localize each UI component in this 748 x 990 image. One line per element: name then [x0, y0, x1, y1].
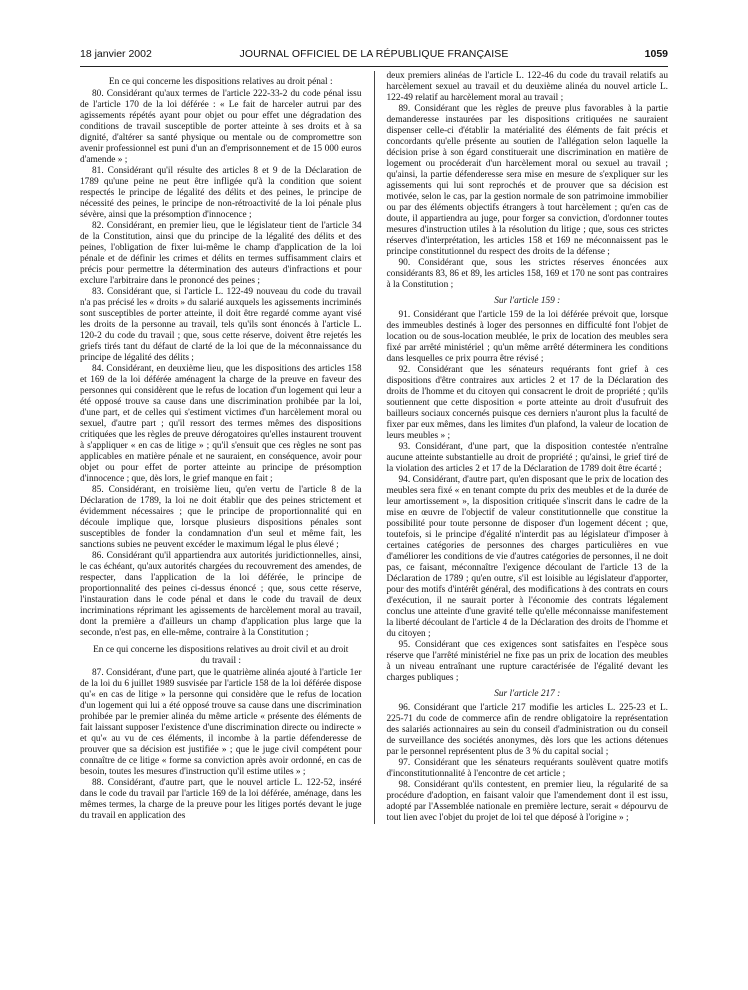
paragraph-98: 98. Considérant qu'ils contestent, en premier lieu, la régularité de sa procédure d'adoption, en faisant valoir que l'amendement dont il est issu, adopté par l'Assemblée nationale en première lecture, serait « dépourvu de tout lien avec l'objet du projet de loi tel que déposé à l'origine » ; [386, 780, 668, 823]
paragraph-88-continued: deux premiers alinéas de l'article L. 122-46 du code du travail relatifs au harcèlement sexuel au travail et du deuxième alinéa du nouvel article L. 122-49 relatif au harcèlement moral au travail ; [386, 71, 668, 103]
header-rule [80, 66, 668, 67]
journal-title: JOURNAL OFFICIEL DE LA RÉPUBLIQUE FRANÇAISE [239, 48, 509, 60]
paragraph-80: 80. Considérant qu'aux termes de l'article 222-33-2 du code pénal issu de l'article 170 de la loi déférée : « Le fait de harceler autrui par des agissements répétés ayant pour objet ou pour effet une dégradation des conditions de travail susceptible de porter atteinte à ses droits et à sa dignité, d'altérer sa santé physique ou mentale ou de compromettre son avenir professionnel est puni d'un an d'emprisonnement et de 15 000 euros d'amende » ; [80, 89, 362, 165]
paragraph-95: 95. Considérant que ces exigences sont satisfaites en l'espèce sous réserve que l'arrêté ministériel ne fixe pas un prix de location des meubles à un niveau entraînant une rupture caractérisée de l'égalité devant les charges publiques ; [386, 640, 668, 683]
section-heading-civil: En ce qui concerne les dispositions relatives au droit civil et au droit du travail : [93, 645, 349, 666]
page-header [80, 48, 668, 64]
paragraph-96: 96. Considérant que l'article 217 modifie les articles L. 225-23 et L. 225-71 du code de commerce afin de rendre obligatoire la représentation des salariés actionnaires au sein du conseil d'administration ou du conseil de surveillance des sociétés anonymes, dès lors que les actions détenues par le personnel représentent plus de 3 % du capital social ; [386, 703, 668, 757]
paragraph-81: 81. Considérant qu'il résulte des articles 8 et 9 de la Déclaration de 1789 qu'une peine ne peut être infligée qu'à la condition que soient respectés le principe de légalité des délits et des peines, le principe de nécessité des peines, le principe de non-rétroactivité de la loi pénale plus sévère, ainsi que la présomption d'innocence ; [80, 166, 362, 220]
left-column [80, 71, 362, 824]
page-number: 1059 [644, 48, 668, 60]
right-column [387, 71, 669, 824]
paragraph-82: 82. Considérant, en premier lieu, que le législateur tient de l'article 34 de la Constitution, ainsi que du principe de la légalité des délits et des peines, l'obligation de fixer lui-même le champ d'application de la loi pénale et de définir les crimes et délits en termes suffisamment clairs et précis pour permettre la détermination des auteurs d'infractions et pour exclure l'arbitraire dans le prononcé des peines ; [80, 221, 362, 286]
paragraph-92: 92. Considérant que les sénateurs requérants font grief à ces dispositions d'être contraires aux articles 2 et 17 de la Déclaration des droits de l'homme et du citoyen qui consacrent le droit de propriété ; qu'ils soutiennent que cette disposition « porte atteinte au droit d'usufruit des bailleurs sociaux concernés puisque ces derniers n'auront plus la faculté de fixer par eux mêmes, dans les limites d'un plafond, la valeur de location de leurs meubles » ; [386, 365, 668, 441]
header-date: 18 janvier 2002 [80, 48, 152, 60]
paragraph-88: 88. Considérant, d'autre part, que le nouvel article L. 122-52, inséré dans le code du travail par l'article 169 de la loi déférée, aménage, dans les mêmes termes, la charge de la preuve pour les litiges portés devant le juge du travail en application des [80, 778, 362, 821]
paragraph-94: 94. Considérant, d'autre part, qu'en disposant que le prix de location des meubles sera fixé « en tenant compte du prix des meubles et de la durée de leur amortissement », la disposition critiquée s'inscrit dans le cadre de la mise en œuvre de l'objectif de valeur constitutionnelle que constitue la possibilité pour toute personne de disposer d'un logement décent ; que, toutefois, si le principe d'égalité n'interdit pas au législateur d'imposer à certaines catégories de personnes des charges particulières en vue d'améliorer les conditions de vie d'autres catégories de personnes, il ne doit pas, ce faisant, méconnaître l'exigence découlant de l'article 13 de la Déclaration de 1789 ; qu'en outre, s'il est loisible au législateur d'apporter, pour des motifs d'intérêt général, des modifications à des contrats en cours d'exécution, il ne saurait porter à l'économie des contrats légalement conclus une atteinte d'une gravité telle qu'elle méconnaisse manifestement la liberté découlant de l'article 4 de la Déclaration des droits de l'homme et du citoyen ; [386, 475, 668, 639]
two-column-body [80, 71, 668, 824]
paragraph-97: 97. Considérant que les sénateurs requérants soulèvent quatre motifs d'inconstitutionnalité à l'encontre de cet article ; [386, 758, 668, 779]
paragraph-91: 91. Considérant que l'article 159 de la loi déférée prévoit que, lorsque des immeubles destinés à loger des personnes en difficulté font l'objet de location ou de sous-location meublée, le prix de location des meubles sera fixé par arrêté ministériel ; qu'un même arrêté déterminera les conditions dans lesquelles ce prix pourra être révisé ; [386, 310, 668, 364]
paragraph-87: 87. Considérant, d'une part, que le quatrième alinéa ajouté à l'article 1er de la loi du 6 juillet 1989 susvisée par l'article 158 de la loi déférée dispose qu'« en cas de litige » la personne qui considère que le refus de location d'un logement qui lui a été opposé trouve sa cause dans une discrimination prohibée par le premier alinéa du même article « présente des éléments de fait laissant supposer l'existence d'une discrimination directe ou indirecte » et qu'« au vu de ces éléments, il incombe à la partie défenderesse de prouver que sa décision est justifiée » ; que le juge civil compétent pour connaître de ce litige « forme sa conviction après avoir ordonné, en cas de besoin, toutes les mesures d'instruction qu'il estime utiles » ; [80, 668, 362, 777]
paragraph-86: 86. Considérant qu'il appartiendra aux autorités juridictionnelles, ainsi, le cas échéant, qu'aux autorités chargées du recouvrement des amendes, de respecter, dans l'application de la loi déférée, le principe de proportionnalité des peines ci-dessus énoncé ; que, sous cette réserve, l'instauration dans le code pénal et dans le code du travail de deux incriminations réprimant les agissements de harcèlement moral au travail, dont la première a d'ailleurs un champ d'application plus large que la seconde, n'est pas, en elle-même, contraire à la Constitution ; [80, 551, 362, 638]
paragraph-83: 83. Considérant que, si l'article L. 122-49 nouveau du code du travail n'a pas précisé les « droits » du salarié auxquels les agissements incriminés sont susceptibles de porter atteinte, il doit être regardé comme ayant visé les droits de la personne au travail, tels qu'ils sont énoncés à l'article L. 120-2 du code du travail ; que, sous cette réserve, doivent être rejetés les griefs tirés tant du défaut de clarté de la loi que de la méconnaissance du principe de légalité des délits ; [80, 287, 362, 363]
paragraph-84: 84. Considérant, en deuxième lieu, que les dispositions des articles 158 et 169 de la loi déférée aménagent la charge de la preuve en faveur des personnes qui considèrent que le refus de location d'un logement qui leur a été opposé trouve sa cause dans une discrimination prohibée par la loi, d'une part, et de celles qui s'estiment victimes d'un harcèlement moral ou sexuel, d'autre part ; qu'il ressort des termes mêmes des dispositions critiquées que les règles de preuve dérogatoires qu'elles instaurent trouvent à s'appliquer « en cas de litige » ; qu'il s'ensuit que ces règles ne sont pas applicables en matière pénale et ne sauraient, en conséquence, avoir pour objet ou pour effet de porter atteinte au principe de présomption d'innocence ; que, dès lors, le grief manque en fait ; [80, 364, 362, 484]
paragraph-93: 93. Considérant, d'une part, que la disposition contestée n'entraîne aucune atteinte substantielle au droit de propriété ; qu'ainsi, le grief tiré de la violation des articles 2 et 17 de la Déclaration de 1789 doit être écarté ; [386, 442, 668, 474]
paragraph-85: 85. Considérant, en troisième lieu, qu'en vertu de l'article 8 de la Déclaration de 1789, la loi ne doit établir que des peines strictement et évidemment nécessaires ; que le principe de proportionnalité qui en découle implique que, lorsque plusieurs dispositions pénales sont susceptibles de fonder la condamnation d'un seul et même fait, les sanctions subies ne peuvent excéder le maximum légal le plus élevé ; [80, 485, 362, 550]
paragraph-90: 90. Considérant que, sous les strictes réserves énoncées aux considérants 83, 86 et 89, les articles 158, 169 et 170 ne sont pas contraires à la Constitution ; [386, 258, 668, 290]
subheading-article-217: Sur l'article 217 : [494, 689, 561, 699]
section-heading-penal: En ce qui concerne les dispositions relatives au droit pénal : [108, 77, 333, 87]
column-divider [374, 71, 375, 824]
paragraph-89: 89. Considérant que les règles de preuve plus favorables à la partie demanderesse instaurées par les dispositions critiquées ne sauraient dispenser celle-ci d'établir la matérialité des éléments de fait précis et concordants qu'elle présente au soutien de l'allégation selon laquelle la décision prise à son égard constituerait une discrimination en matière de logement ou procéderait d'un harcèlement moral ou sexuel au travail ; qu'ainsi, la partie défenderesse sera mise en mesure de s'expliquer sur les agissements qui lui sont reprochés et de prouver que sa décision est motivée, selon le cas, par la gestion normale de son patrimoine immobilier ou par des éléments objectifs étrangers à tout harcèlement ; qu'en cas de doute, il appartiendra au juge, pour forger sa conviction, d'ordonner toutes mesures d'instruction utiles à la résolution du litige ; que, sous ces strictes réserves d'interprétation, les articles 158 et 169 ne méconnaissent pas le principe constitutionnel du respect des droits de la défense ; [386, 104, 668, 257]
subheading-article-159: Sur l'article 159 : [494, 296, 561, 306]
